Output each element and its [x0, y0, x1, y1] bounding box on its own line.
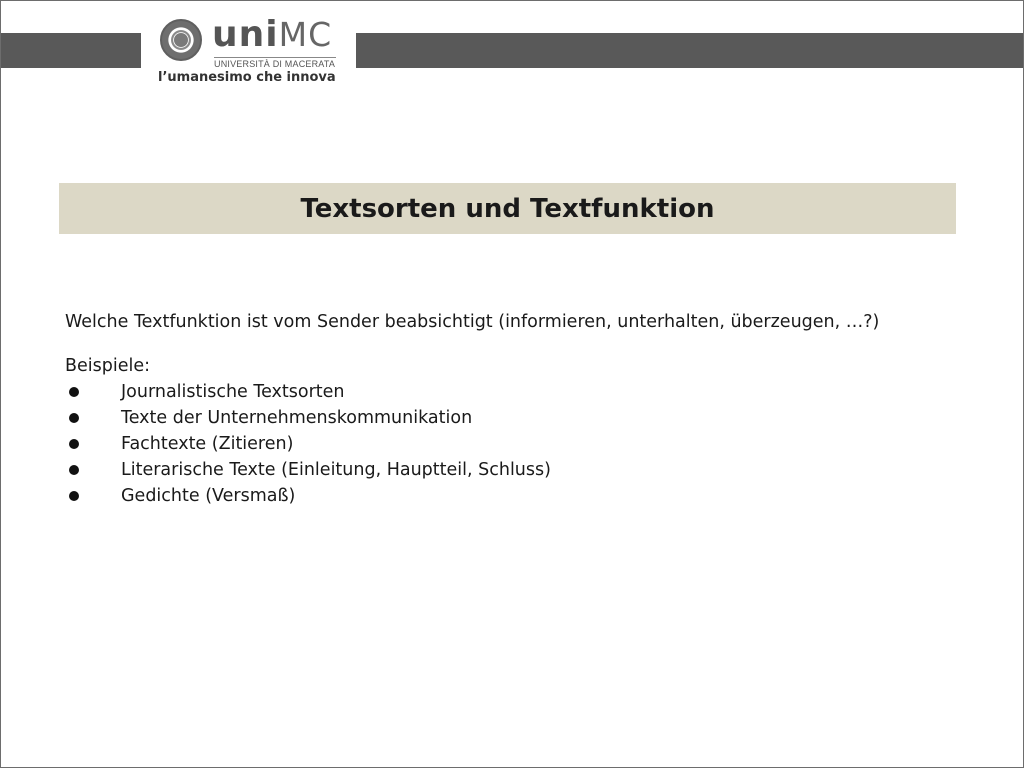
list-item: Fachtexte (Zitieren) [65, 431, 965, 457]
header-bar-left [1, 33, 141, 68]
logo-tagline: l’umanesimo che innova [158, 70, 336, 85]
title-band [59, 183, 956, 234]
list-item: Literarische Texte (Einleitung, Hauptteil, Schluss) [65, 457, 965, 483]
slide-content [65, 309, 965, 509]
slide-title: Textsorten und Textfunktion [300, 193, 715, 224]
university-seal-icon [160, 19, 202, 61]
examples-list [65, 379, 965, 509]
examples-label: Beispiele: [65, 356, 151, 376]
list-item: Journalistische Textsorten [65, 379, 965, 405]
list-item: Texte der Unternehmenskommunikation [65, 405, 965, 431]
list-item: Gedichte (Versmaß) [65, 483, 965, 509]
logo-wordmark: uniMC [212, 14, 333, 55]
question-text: Welche Textfunktion ist vom Sender beabsichtigt (informieren, unterhalten, überzeugen, …?) [65, 312, 880, 332]
logo-subtitle: UNIVERSITÀ DI MACERATA [214, 59, 336, 69]
header-bar-right [356, 33, 1023, 68]
